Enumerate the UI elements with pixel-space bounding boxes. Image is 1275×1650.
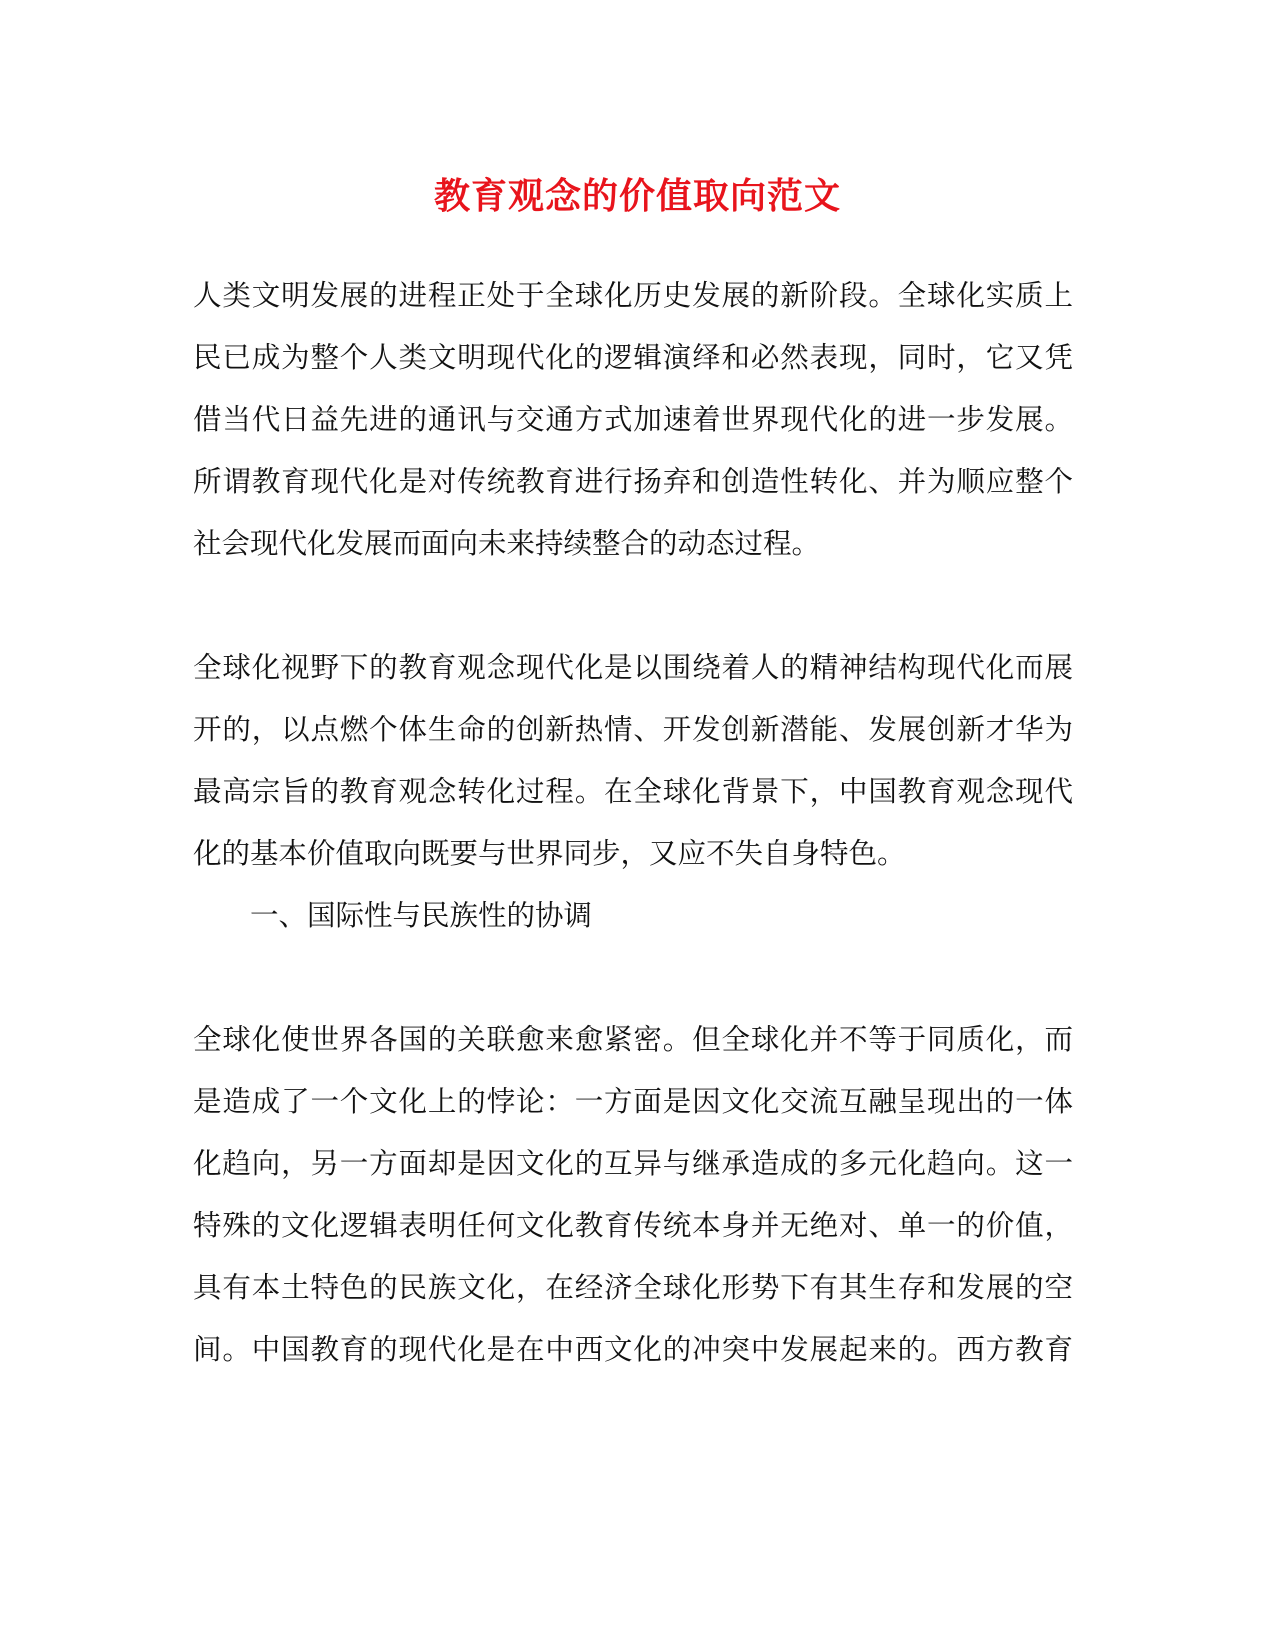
document-title: 教育观念的价值取向范文 [433,175,841,217]
paragraph-line: 所谓教育现代化是对传统教育进行扬弃和创造性转化、并为顺应整个 [193,465,1073,498]
paragraph-line: 特殊的文化逻辑表明任何文化教育传统本身并无绝对、单一的价值， [193,1209,1073,1242]
paragraph-line: 化的基本价值取向既要与世界同步，又应不失自身特色。 [193,837,906,870]
paragraph-line: 人类文明发展的进程正处于全球化历史发展的新阶段。全球化实质上 [193,279,1073,312]
paragraph-line: 全球化使世界各国的关联愈来愈紧密。但全球化并不等于同质化，而 [193,1023,1073,1056]
paragraph-line: 借当代日益先进的通讯与交通方式加速着世界现代化的进一步发展。 [193,403,1073,436]
paragraph-line: 社会现代化发展而面向未来持续整合的动态过程。 [193,527,821,560]
paragraph-line: 全球化视野下的教育观念现代化是以围绕着人的精神结构现代化而展 [193,651,1073,684]
section-heading: 一、国际性与民族性的协调 [250,899,593,932]
paragraph-line: 间。中国教育的现代化是在中西文化的冲突中发展起来的。西方教育 [193,1333,1073,1366]
paragraph-line: 民已成为整个人类文明现代化的逻辑演绎和必然表现，同时，它又凭 [193,341,1073,374]
paragraph-line: 开的，以点燃个体生命的创新热情、开发创新潜能、发展创新才华为 [193,713,1073,746]
paragraph-line: 具有本土特色的民族文化，在经济全球化形势下有其生存和发展的空 [193,1271,1073,1304]
paragraph-line: 最高宗旨的教育观念转化过程。在全球化背景下，中国教育观念现代 [193,775,1073,808]
paragraph-line: 化趋向，另一方面却是因文化的互异与继承造成的多元化趋向。这一 [193,1147,1073,1180]
paragraph-line: 是造成了一个文化上的悖论：一方面是因文化交流互融呈现出的一体 [193,1085,1073,1118]
